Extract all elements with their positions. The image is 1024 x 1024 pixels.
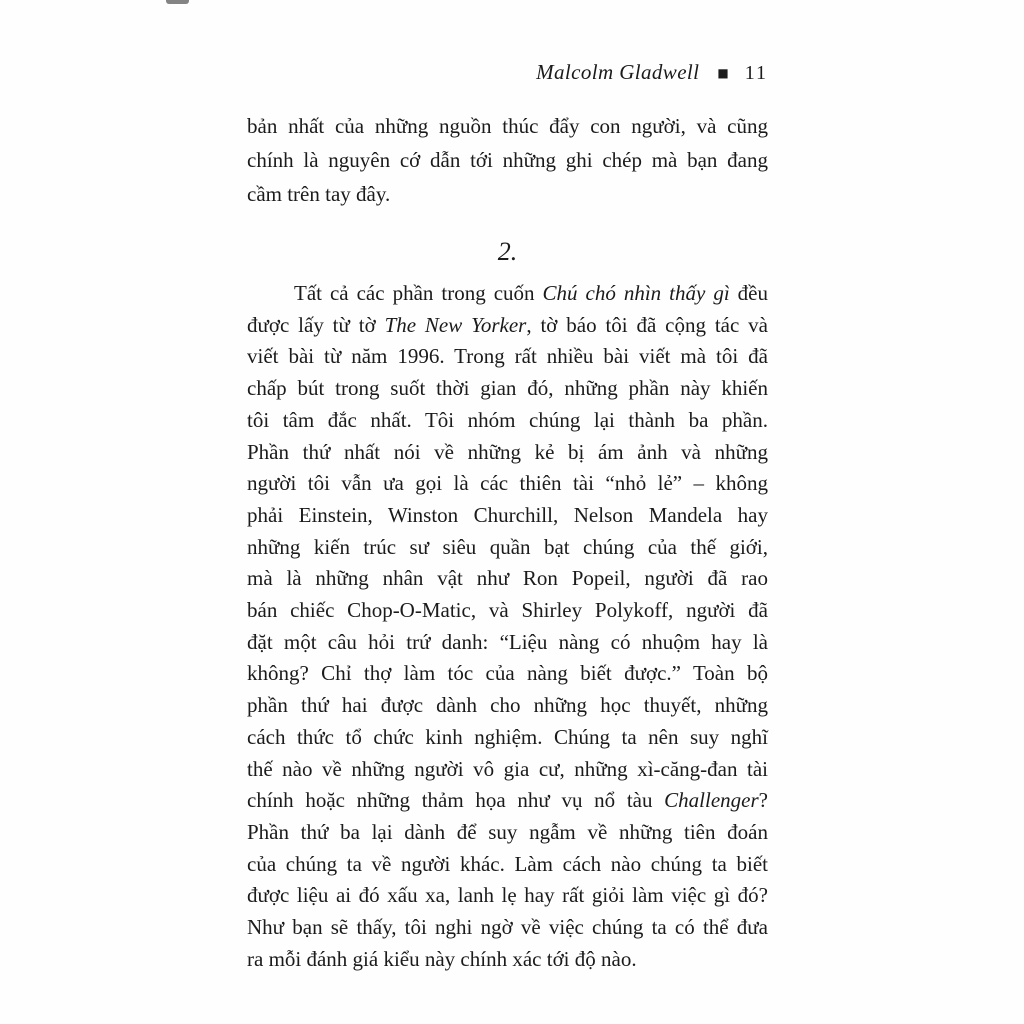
text-line bbox=[247, 658, 768, 690]
text-line bbox=[247, 785, 768, 817]
text-run: phải Einstein, Winston Churchill, Nelson Mandela hay bbox=[247, 502, 768, 527]
text-run: thế nào về những người vô gia cư, những xì-căng-đan tài bbox=[247, 756, 768, 781]
text-run: không? Chỉ thợ làm tóc của nàng biết được.” Toàn bộ bbox=[247, 661, 768, 686]
text-run: cầm trên tay đây. bbox=[247, 182, 391, 206]
text-line bbox=[247, 310, 768, 342]
scan-smudge-artifact bbox=[166, 0, 189, 4]
italic-text-run: Challenger bbox=[664, 788, 759, 813]
text-run: được lấy từ tờ bbox=[247, 312, 385, 337]
text-line bbox=[247, 532, 768, 564]
text-run: viết bài từ năm 1996. Trong rất nhiều bài viết mà tôi đã bbox=[247, 344, 768, 369]
text-line bbox=[247, 722, 768, 754]
body-paragraph bbox=[247, 278, 768, 975]
text-run: Phần thứ nhất nói về những kẻ bị ám ảnh và những bbox=[247, 439, 768, 464]
text-run: đặt một câu hỏi trứ danh: “Liệu nàng có nhuộm hay là bbox=[247, 629, 768, 654]
text-line bbox=[247, 177, 768, 211]
text-line bbox=[247, 880, 768, 912]
text-line bbox=[247, 373, 768, 405]
text-run: của chúng ta về người khác. Làm cách nào chúng ta biết bbox=[247, 851, 768, 876]
text-run: ? bbox=[758, 788, 768, 813]
text-run: mà là những nhân vật như Ron Popeil, người đã rao bbox=[247, 566, 768, 591]
text-line bbox=[247, 468, 768, 500]
intro-paragraph bbox=[247, 109, 768, 211]
section-heading: 2. bbox=[497, 237, 518, 266]
text-line bbox=[247, 341, 768, 373]
text-line bbox=[247, 912, 768, 944]
text-run: bán chiếc Chop-O-Matic, và Shirley Polykoff, người đã bbox=[247, 598, 768, 623]
running-header-author: Malcolm Gladwell bbox=[536, 60, 700, 84]
text-line bbox=[247, 944, 768, 976]
text-line bbox=[247, 500, 768, 532]
running-header bbox=[247, 60, 768, 85]
text-line bbox=[247, 849, 768, 881]
text-line bbox=[247, 627, 768, 659]
text-run: bản nhất của những nguồn thúc đẩy con người, và cũng bbox=[247, 114, 768, 138]
text-run: ra mỗi đánh giá kiểu này chính xác tới độ nào. bbox=[247, 946, 637, 971]
text-line bbox=[247, 278, 768, 310]
text-line bbox=[247, 690, 768, 722]
italic-text-run: Chú chó nhìn thấy gì bbox=[542, 281, 730, 305]
text-line bbox=[247, 143, 768, 177]
text-run: được liệu ai đó xấu xa, lanh lẹ hay rất giỏi làm việc gì đó? bbox=[247, 883, 768, 908]
text-run: những kiến trúc sư siêu quần bạt chúng của thế giới, bbox=[247, 534, 768, 559]
text-run: chính hoặc những thảm họa như vụ nổ tàu bbox=[247, 788, 665, 813]
text-run: , tờ báo tôi đã cộng tác và bbox=[526, 312, 768, 337]
italic-text-run: The New Yorker bbox=[384, 312, 527, 337]
text-line bbox=[247, 754, 768, 786]
text-run: cách thức tổ chức kinh nghiệm. Chúng ta nên suy nghĩ bbox=[247, 724, 768, 749]
text-run: chính là nguyên cớ dẫn tới những ghi chép mà bạn đang bbox=[247, 148, 768, 172]
text-run: Phần thứ ba lại dành để suy ngẫm về những tiên đoán bbox=[247, 819, 768, 844]
text-line bbox=[247, 405, 768, 437]
text-run: tôi tâm đắc nhất. Tôi nhóm chúng lại thành ba phần. bbox=[247, 407, 768, 432]
page-number: 11 bbox=[744, 62, 768, 84]
text-run: đều bbox=[729, 281, 768, 305]
text-run: Tất cả các phần trong cuốn bbox=[294, 281, 543, 305]
text-line bbox=[247, 817, 768, 849]
text-run: Như bạn sẽ thấy, tôi nghi ngờ về việc chúng ta có thể đưa bbox=[247, 915, 768, 940]
text-run: phần thứ hai được dành cho những học thuyết, những bbox=[247, 693, 768, 718]
text-run: chấp bút trong suốt thời gian đó, những phần này khiến bbox=[247, 376, 768, 401]
square-bullet-icon: ■ bbox=[717, 66, 729, 80]
text-line bbox=[247, 595, 768, 627]
text-run: người tôi vẫn ưa gọi là các thiên tài “nhỏ lẻ” – không bbox=[247, 471, 768, 496]
text-line bbox=[247, 563, 768, 595]
text-line bbox=[247, 109, 768, 143]
text-line bbox=[247, 437, 768, 469]
